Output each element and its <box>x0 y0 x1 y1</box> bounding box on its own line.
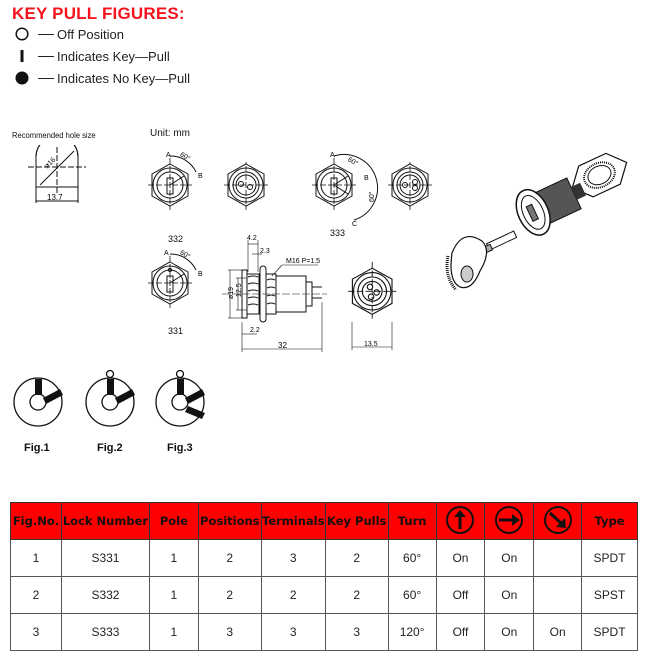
cell-up: Off <box>436 577 485 614</box>
down-right-arrow-icon <box>543 505 573 535</box>
col-terminals: Terminals <box>261 503 325 540</box>
hole-width-label: 13.7 <box>47 193 63 202</box>
cell-terminals: 3 <box>261 540 325 577</box>
page-title: KEY PULL FIGURES: <box>12 4 185 23</box>
cell-down-right <box>534 577 582 614</box>
view-333-rear <box>388 162 438 212</box>
cell-key-pulls: 3 <box>325 614 388 651</box>
svg-text:2.3: 2.3 <box>260 248 270 255</box>
cell-turn: 60° <box>388 540 436 577</box>
svg-text:60°: 60° <box>346 156 359 168</box>
cell-terminals: 3 <box>261 614 325 651</box>
col-position-right <box>485 503 534 540</box>
dash-divider <box>38 34 54 35</box>
cell-fig-no: 3 <box>11 614 62 651</box>
col-type: Type <box>582 503 638 540</box>
legend-key-pull <box>14 47 170 65</box>
cell-key-pulls: 2 <box>325 577 388 614</box>
svg-text:60°: 60° <box>178 249 192 261</box>
fig1-label: Fig.1 <box>24 442 50 454</box>
dash-divider <box>38 56 54 57</box>
fig1-diagram <box>12 368 72 428</box>
view-333-label: 333 <box>330 228 346 238</box>
cell-positions: 2 <box>198 540 261 577</box>
col-position-up <box>436 503 485 540</box>
cell-pole: 1 <box>149 577 198 614</box>
cell-lock-number: S332 <box>61 577 149 614</box>
svg-text:ø19: ø19 <box>228 286 235 299</box>
cell-fig-no: 2 <box>11 577 62 614</box>
legend-no-key-pull <box>14 69 190 87</box>
open-circle-icon <box>14 27 30 41</box>
svg-text:ø16: ø16 <box>43 156 58 171</box>
hole-size-drawing <box>28 145 88 215</box>
view-333-front <box>312 150 392 230</box>
cell-down-right: On <box>534 614 582 651</box>
svg-text:60°: 60° <box>369 191 376 202</box>
svg-text:2.2: 2.2 <box>250 327 260 334</box>
cell-terminals: 2 <box>261 577 325 614</box>
cell-turn: 60° <box>388 577 436 614</box>
cell-positions: 3 <box>198 614 261 651</box>
cell-right: On <box>485 614 534 651</box>
cell-up: Off <box>436 614 485 651</box>
svg-text:M16 P=1.5: M16 P=1.5 <box>286 258 321 265</box>
col-key-pulls: Key Pulls <box>325 503 388 540</box>
legend-off-position <box>14 25 124 43</box>
fig2-label: Fig.2 <box>97 442 123 454</box>
specification-table <box>10 502 638 651</box>
view-332-label: 332 <box>168 234 184 244</box>
fig2-diagram <box>84 365 144 431</box>
cell-right: On <box>485 540 534 577</box>
cell-up: On <box>436 540 485 577</box>
svg-text:B: B <box>198 173 203 180</box>
cell-type: SPST <box>582 577 638 614</box>
svg-text:A: A <box>330 152 335 159</box>
cell-pole: 1 <box>149 614 198 651</box>
svg-text:60°: 60° <box>178 151 192 163</box>
legend-label: Off Position <box>57 26 124 42</box>
table-row <box>11 614 638 651</box>
right-arrow-icon <box>494 505 524 535</box>
side-view-drawing <box>222 232 332 357</box>
cell-lock-number: S331 <box>61 540 149 577</box>
col-positions: Positions <box>198 503 261 540</box>
view-331-front <box>148 248 218 318</box>
cell-fig-no: 1 <box>11 540 62 577</box>
svg-text:A: A <box>166 152 171 159</box>
table-row <box>11 577 638 614</box>
exploded-switch-illustration <box>434 148 644 298</box>
legend-label: Indicates No Key—Pull <box>57 70 190 86</box>
cell-key-pulls: 2 <box>325 540 388 577</box>
svg-text:B: B <box>364 175 369 182</box>
dash-divider <box>38 78 54 79</box>
view-331-label: 331 <box>168 326 184 336</box>
svg-text:A: A <box>164 250 169 257</box>
cell-pole: 1 <box>149 540 198 577</box>
svg-text:13.5: 13.5 <box>364 341 378 348</box>
view-332-rear <box>224 162 274 212</box>
col-turn: Turn <box>388 503 436 540</box>
svg-text:C: C <box>352 221 358 228</box>
up-arrow-icon <box>445 505 475 535</box>
svg-text:B: B <box>198 271 203 278</box>
fig3-diagram <box>154 365 214 431</box>
col-fig-no: Fig.No. <box>11 503 62 540</box>
cell-right: On <box>485 577 534 614</box>
cell-turn: 120° <box>388 614 436 651</box>
legend-label: Indicates Key—Pull <box>57 48 170 64</box>
col-position-down-right <box>534 503 582 540</box>
hole-size-label: Recommended hole size <box>12 131 96 140</box>
rear-view-drawing <box>342 262 402 352</box>
table-header-row <box>11 503 638 540</box>
col-pole: Pole <box>149 503 198 540</box>
svg-text:4.2: 4.2 <box>247 235 257 242</box>
cell-lock-number: S333 <box>61 614 149 651</box>
svg-text:32: 32 <box>278 341 287 350</box>
vertical-bar-icon <box>14 49 30 63</box>
cell-type: SPDT <box>582 540 638 577</box>
filled-circle-icon <box>14 71 30 85</box>
table-row <box>11 540 638 577</box>
unit-label: Unit: mm <box>150 128 190 139</box>
svg-text:12.5: 12.5 <box>236 283 243 297</box>
col-lock-number: Lock Number <box>61 503 149 540</box>
cell-down-right <box>534 540 582 577</box>
view-332-front <box>148 150 218 220</box>
cell-positions: 2 <box>198 577 261 614</box>
cell-type: SPDT <box>582 614 638 651</box>
fig3-label: Fig.3 <box>167 442 193 454</box>
